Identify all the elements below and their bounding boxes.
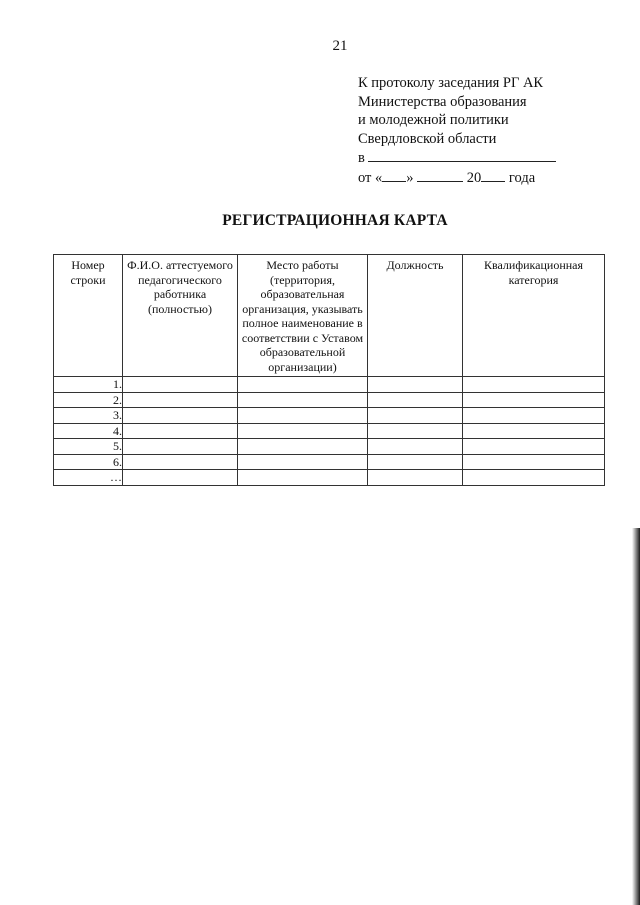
row-number-cell: 3. (54, 408, 123, 424)
page-number: 21 (332, 38, 348, 54)
table-row (54, 408, 605, 424)
workplace-cell (238, 470, 368, 486)
in-prefix: в (358, 150, 365, 167)
category-cell (463, 423, 605, 439)
table-header-row (54, 255, 605, 377)
row-number-cell: 2. (54, 392, 123, 408)
row-number-cell: 5. (54, 439, 123, 455)
workplace-cell (238, 439, 368, 455)
year-blank (481, 168, 505, 182)
scan-edge-shadow (632, 528, 640, 905)
position-cell (368, 408, 463, 424)
protocol-number-blank (368, 148, 556, 162)
category-cell (463, 439, 605, 455)
row-number-cell: 1. (54, 377, 123, 393)
table-row (54, 377, 605, 393)
position-cell (368, 439, 463, 455)
category-cell (463, 377, 605, 393)
col-header-category: Квалификационная категория (463, 255, 605, 377)
year-prefix: 20 (466, 169, 482, 186)
col-header-full-name: Ф.И.О. аттестуемого педагогического работника (полностью) (123, 255, 238, 377)
full-name-cell (123, 392, 238, 408)
category-cell (463, 470, 605, 486)
position-cell (368, 470, 463, 486)
day-blank (382, 168, 406, 182)
full-name-cell (123, 470, 238, 486)
col-header-workplace: Место работы (территория, образовательная организация, указывать полное наименование в соответствии с Уставом образовательной организации) (238, 255, 368, 377)
col-header-position: Должность (368, 255, 463, 377)
position-cell (368, 454, 463, 470)
date-suffix: года (508, 169, 536, 186)
header-line-3: и молодежной политики (358, 112, 509, 129)
table-row (54, 392, 605, 408)
position-cell (368, 377, 463, 393)
month-blank (417, 168, 463, 182)
position-cell (368, 392, 463, 408)
document-title: РЕГИСТРАЦИОННАЯ КАРТА (222, 212, 448, 229)
category-cell (463, 408, 605, 424)
table-row (54, 439, 605, 455)
category-cell (463, 392, 605, 408)
workplace-cell (238, 423, 368, 439)
table-row (54, 470, 605, 486)
registration-table (53, 254, 605, 486)
full-name-cell (123, 439, 238, 455)
col-header-row-number: Номер строки (54, 255, 123, 377)
workplace-cell (238, 454, 368, 470)
workplace-cell (238, 408, 368, 424)
protocol-date-line (358, 168, 578, 188)
position-cell (368, 423, 463, 439)
header-line-2: Министерства образования (358, 93, 527, 110)
protocol-number-line (358, 148, 578, 168)
workplace-cell (238, 392, 368, 408)
row-number-cell: 6. (54, 454, 123, 470)
row-number-cell: … (54, 470, 123, 486)
full-name-cell (123, 423, 238, 439)
table-row (54, 454, 605, 470)
row-number-cell: 4. (54, 423, 123, 439)
full-name-cell (123, 377, 238, 393)
header-line-4: Свердловской области (358, 130, 497, 147)
workplace-cell (238, 377, 368, 393)
category-cell (463, 454, 605, 470)
full-name-cell (123, 454, 238, 470)
date-prefix: от « (358, 169, 383, 186)
full-name-cell (123, 408, 238, 424)
date-quote-close: » (406, 169, 414, 186)
header-line-1: К протоколу заседания РГ АК (358, 75, 544, 91)
table-row (54, 423, 605, 439)
protocol-reference (358, 74, 578, 188)
